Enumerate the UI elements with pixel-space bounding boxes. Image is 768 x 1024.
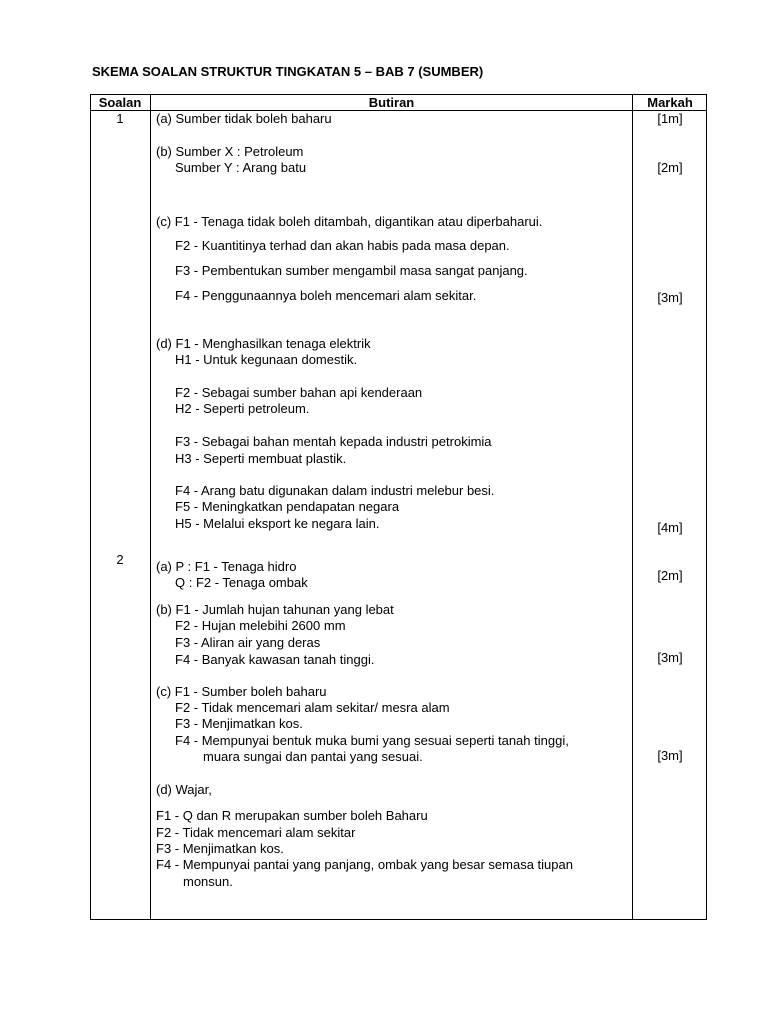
mark-value: [3m] (657, 748, 683, 763)
answer-line: F2 - Tidak mencemari alam sekitar (156, 825, 356, 840)
answer-line: (a) Sumber tidak boleh baharu (156, 111, 332, 126)
answer-line: F2 - Hujan melebihi 2600 mm (175, 618, 346, 633)
answer-line: F4 - Penggunaannya boleh mencemari alam sekitar. (175, 288, 477, 303)
answer-line: F2 - Sebagai sumber bahan api kenderaan (175, 385, 423, 400)
answer-line: F3 - Sebagai bahan mentah kepada industri petrokimia (175, 434, 492, 449)
header-soalan: Soalan (98, 95, 142, 110)
answer-line: F4 - Arang batu digunakan dalam industri melebur besi. (175, 483, 495, 498)
question-number: 2 (116, 552, 124, 567)
answer-line: H1 - Untuk kegunaan domestik. (175, 352, 358, 367)
answer-line: (d) F1 - Menghasilkan tenaga elektrik (156, 336, 371, 351)
answer-line: (b) F1 - Jumlah hujan tahunan yang lebat (156, 602, 394, 617)
answer-line: monsun. (183, 874, 233, 889)
answer-line: F3 - Menjimatkan kos. (175, 716, 303, 731)
answer-line: F4 - Banyak kawasan tanah tinggi. (175, 652, 375, 667)
header-markah: Markah (647, 95, 693, 110)
answer-line: F5 - Meningkatkan pendapatan negara (175, 499, 400, 514)
answer-line: F2 - Tidak mencemari alam sekitar/ mesra alam (175, 700, 450, 715)
document-title: SKEMA SOALAN STRUKTUR TINGKATAN 5 – BAB 7 (SUMBER) (92, 64, 484, 79)
answer-line: H3 - Seperti membuat plastik. (175, 451, 347, 466)
answer-line: F4 - Mempunyai pantai yang panjang, ombak yang besar semasa tiupan (156, 857, 573, 872)
answer-line: (b) Sumber X : Petroleum (156, 144, 304, 159)
mark-value: [2m] (657, 160, 683, 175)
answer-line: F3 - Pembentukan sumber mengambil masa sangat panjang. (175, 263, 528, 278)
mark-value: [2m] (657, 568, 683, 583)
answer-line: (c) F1 - Sumber boleh baharu (156, 684, 327, 699)
mark-value: [4m] (657, 520, 683, 535)
answer-line: muara sungai dan pantai yang sesuai. (203, 749, 423, 764)
answer-line: H5 - Melalui eksport ke negara lain. (175, 516, 380, 531)
answer-line: (d) Wajar, (156, 782, 212, 797)
mark-value: [3m] (657, 290, 683, 305)
column-divider (632, 94, 633, 920)
answer-line: F2 - Kuantitinya terhad dan akan habis pada masa depan. (175, 238, 510, 253)
answer-line: (c) F1 - Tenaga tidak boleh ditambah, digantikan atau diperbaharui. (156, 214, 543, 229)
answer-line: (a) P : F1 - Tenaga hidro (156, 559, 297, 574)
answer-line: F4 - Mempunyai bentuk muka bumi yang sesuai seperti tanah tinggi, (175, 733, 569, 748)
mark-value: [1m] (657, 111, 683, 126)
header-butiran: Butiran (368, 95, 415, 110)
question-number: 1 (116, 111, 124, 126)
answer-line: F1 - Q dan R merupakan sumber boleh Baharu (156, 808, 428, 823)
answer-line: F3 - Menjimatkan kos. (156, 841, 284, 856)
answer-line: Sumber Y : Arang batu (175, 160, 307, 175)
answer-line: Q : F2 - Tenaga ombak (175, 575, 308, 590)
mark-value: [3m] (657, 650, 683, 665)
answer-line: F3 - Aliran air yang deras (175, 635, 321, 650)
column-divider (150, 94, 151, 920)
answer-line: H2 - Seperti petroleum. (175, 401, 310, 416)
